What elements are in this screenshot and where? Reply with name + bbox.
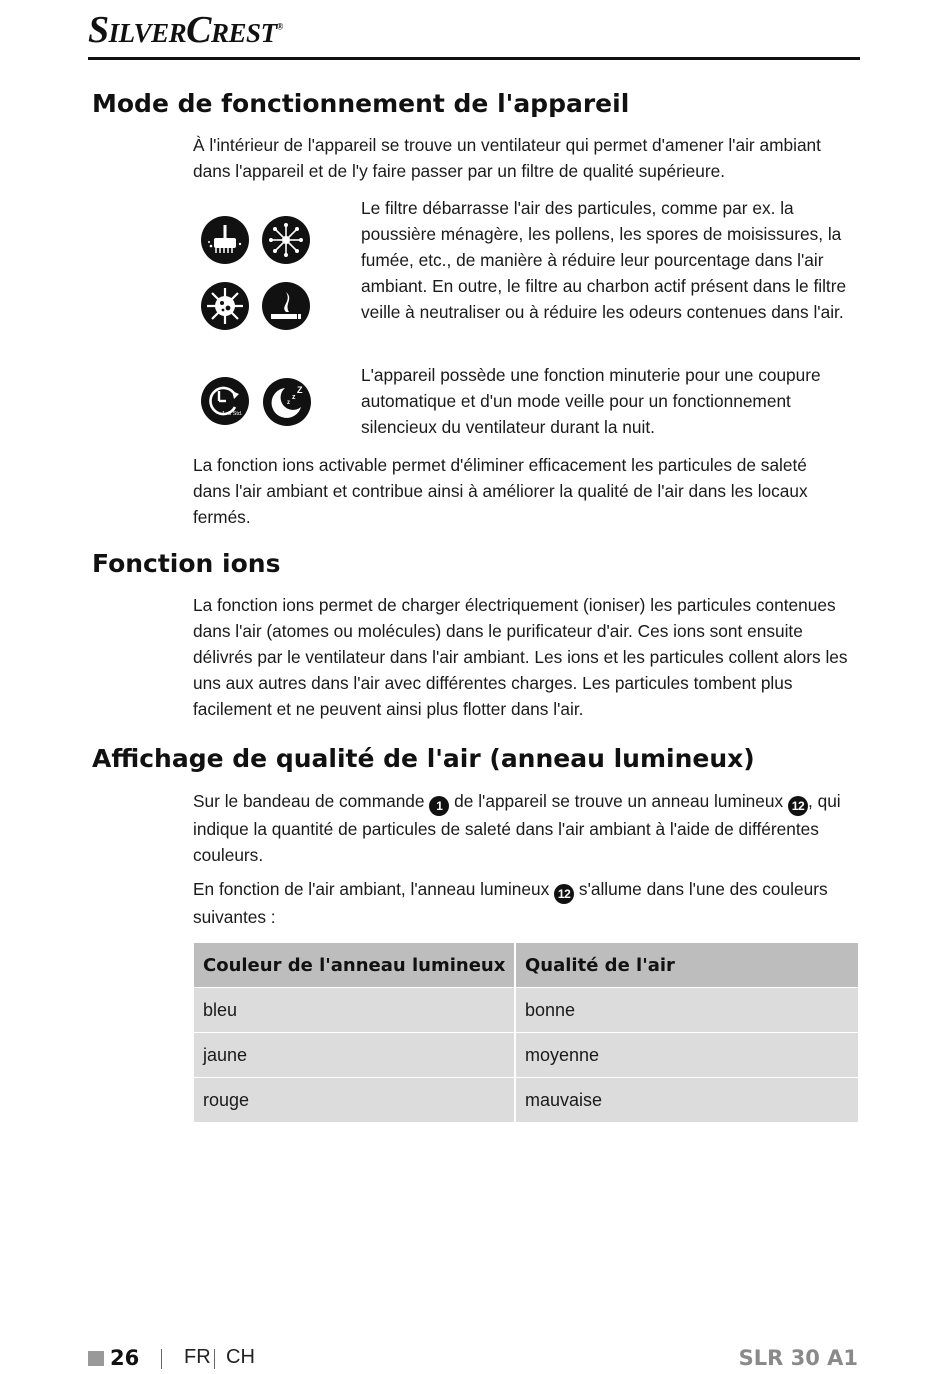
timer-icon — [201, 377, 249, 425]
timer-icon-label: 1–8 Std. — [222, 411, 243, 417]
text-fragment: Sur le bandeau de commande — [193, 791, 425, 811]
mold-spores-icon — [201, 282, 249, 330]
filter-description: Le filtre débarrasse l'air des particules, comme par ex. la poussière ménagère, les pollens, les spores de moisissures, la fumée, etc., de manière à réduire leur pourcentage dans l'air ambiant. En outre, le filtre au charbon actif présent dans le filtre veille à neutraliser ou à réduire les odeurs contenues dans l'air. — [361, 198, 847, 322]
smoke-icon — [262, 282, 310, 330]
brand-logo — [88, 8, 283, 52]
registered-mark: ® — [276, 21, 283, 32]
section-title-ions: Fonction ions — [92, 549, 281, 578]
operating-mode-intro: À l'intérieur de l'appareil se trouve un ventilateur qui permet d'amener l'air ambiant dans l'appareil et de l'y faire passer par un filtre de qualité supérieure. — [193, 135, 821, 181]
brand-part: ILVER — [108, 18, 187, 48]
table-row — [194, 1033, 858, 1077]
footer-language: FR — [184, 1346, 211, 1368]
sleep-mode-icon — [263, 378, 311, 426]
table-header-row — [194, 943, 858, 987]
footer-divider — [161, 1349, 162, 1369]
page-number: 26 — [110, 1346, 140, 1370]
timer-description: L'appareil possède une fonction minuterie pour une coupure automatique et d'un mode veille pour un fonctionnement silencieux du ventilateur durant la nuit. — [361, 365, 821, 437]
table-header-cell: Couleur de l'anneau lumineux — [194, 943, 514, 987]
text-fragment: de l'appareil se trouve un anneau lumineux — [454, 791, 784, 811]
table-cell: bleu — [194, 988, 514, 1032]
ions-function-description: La fonction ions permet de charger électriquement (ioniser) les particules contenues dans l'air (atomes ou molécules) dans le purificateur d'air. Ces ions sont ensuite délivrés par le ventilateur dans l'air ambiant. Les ions et les particules collent alors les uns aux autres dans l'air avec différentes charges. Les particules tombent plus facilement et ne peuvent ainsi plus flotter dans l'air. — [193, 595, 848, 719]
header-divider — [88, 57, 860, 60]
table-cell: jaune — [194, 1033, 514, 1077]
table-cell: mauvaise — [516, 1078, 858, 1122]
svg-text:Z: Z — [297, 385, 303, 395]
table-row — [194, 988, 858, 1032]
svg-text:z: z — [292, 394, 296, 401]
svg-text:z: z — [287, 400, 290, 406]
brand-letter: C — [186, 9, 212, 51]
table-header-cell: Qualité de l'air — [516, 943, 858, 987]
control-panel-number-badge: 1 — [429, 796, 449, 816]
pollen-icon — [262, 216, 310, 264]
brand-letter: S — [88, 9, 109, 51]
section-title-operating-mode: Mode de fonctionnement de l'appareil — [92, 89, 630, 118]
section-title-air-quality: Affichage de qualité de l'air (anneau lumineux) — [92, 744, 755, 773]
table-cell: rouge — [194, 1078, 514, 1122]
footer-divider — [214, 1349, 215, 1369]
light-ring-number-badge: 12 — [554, 884, 574, 904]
table-row — [194, 1078, 858, 1122]
light-ring-colors-intro — [193, 876, 833, 930]
air-quality-table — [194, 943, 858, 1123]
footer-square-marker — [88, 1351, 104, 1366]
light-ring-intro — [193, 788, 859, 868]
model-number: SLR 30 A1 — [738, 1346, 858, 1370]
footer-country: CH — [226, 1346, 255, 1368]
ions-activable-description: La fonction ions activable permet d'éliminer efficacement les particules de saleté dans l'air ambiant et contribue ainsi à améliorer la qualité de l'air dans les locaux fermés. — [193, 455, 808, 527]
table-cell: moyenne — [516, 1033, 858, 1077]
text-fragment: En fonction de l'air ambiant, l'anneau lumineux — [193, 879, 550, 899]
text-fragment: s'allume dans l'une des couleurs suivantes : — [193, 879, 828, 927]
dust-icon — [201, 216, 249, 264]
text-fragment: , qui indique la quantité de particules de saleté dans l'air ambiant à l'aide de différentes couleurs. — [193, 791, 841, 865]
light-ring-number-badge: 12 — [788, 796, 808, 816]
table-cell: bonne — [516, 988, 858, 1032]
brand-part: REST — [211, 18, 277, 48]
